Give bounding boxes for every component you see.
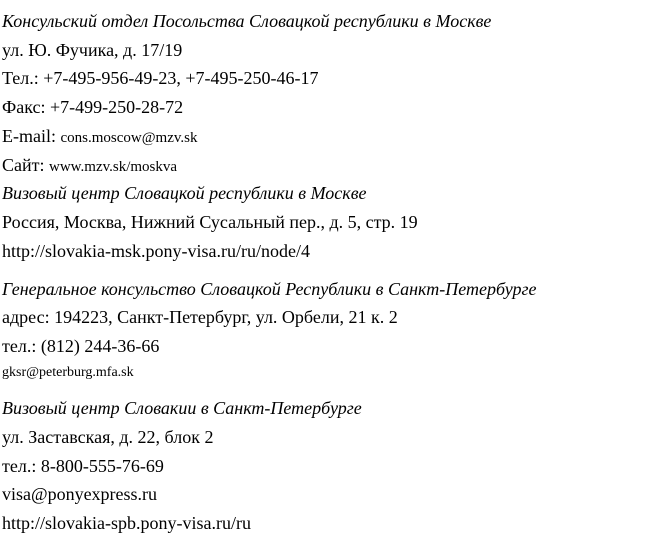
url-visa-center-spb[interactable]: http://slovakia-spb.pony-visa.ru/ru [2,513,251,533]
address-consulate-moscow: ул. Ю. Фучика, д. 17/19 [2,40,183,60]
address-visa-center-spb: ул. Заставская, д. 22, блок 2 [2,427,214,447]
section-title-visa-center-spb: Визовый центр Словакии в Санкт-Петербурге [2,398,362,418]
site-link-consulate-moscow[interactable]: www.mzv.sk/moskva [49,159,178,175]
url-visa-center-moscow[interactable]: http://slovakia-msk.pony-visa.ru/ru/node/4 [2,241,310,261]
address-visa-center-moscow: Россия, Москва, Нижний Сусальный пер., д. 5, стр. 19 [2,212,418,232]
site-label: Сайт: [2,155,49,175]
section-title-consulate-moscow: Консульский отдел Посольства Словацкой республики в Москве [2,11,492,31]
address-consulate-spb: адрес: 194223, Санкт-Петербург, ул. Орбели, 21 к. 2 [2,307,398,327]
email-row-consulate-moscow [2,125,197,149]
email-label: E-mail: [2,126,61,146]
section-title-consulate-spb: Генеральное консульство Словацкой Республики в Санкт-Петербурге [2,279,537,299]
email-link-consulate-moscow[interactable]: cons.moscow@mzv.sk [60,130,198,146]
section-title-visa-center-moscow: Визовый центр Словацкой республики в Москве [2,183,367,203]
email-link-consulate-spb[interactable]: gksr@peterburg.mfa.sk [2,365,134,380]
fax-consulate-moscow: Факс: +7-499-250-28-72 [2,97,184,117]
email-link-visa-center-spb[interactable]: visa@ponyexpress.ru [2,484,158,504]
phone-consulate-spb: тел.: (812) 244-36-66 [2,336,160,356]
phone-visa-center-spb: тел.: 8-800-555-76-69 [2,456,164,476]
site-row-consulate-moscow [2,154,177,178]
phone-consulate-moscow: Тел.: +7-495-956-49-23, +7-495-250-46-17 [2,68,319,88]
